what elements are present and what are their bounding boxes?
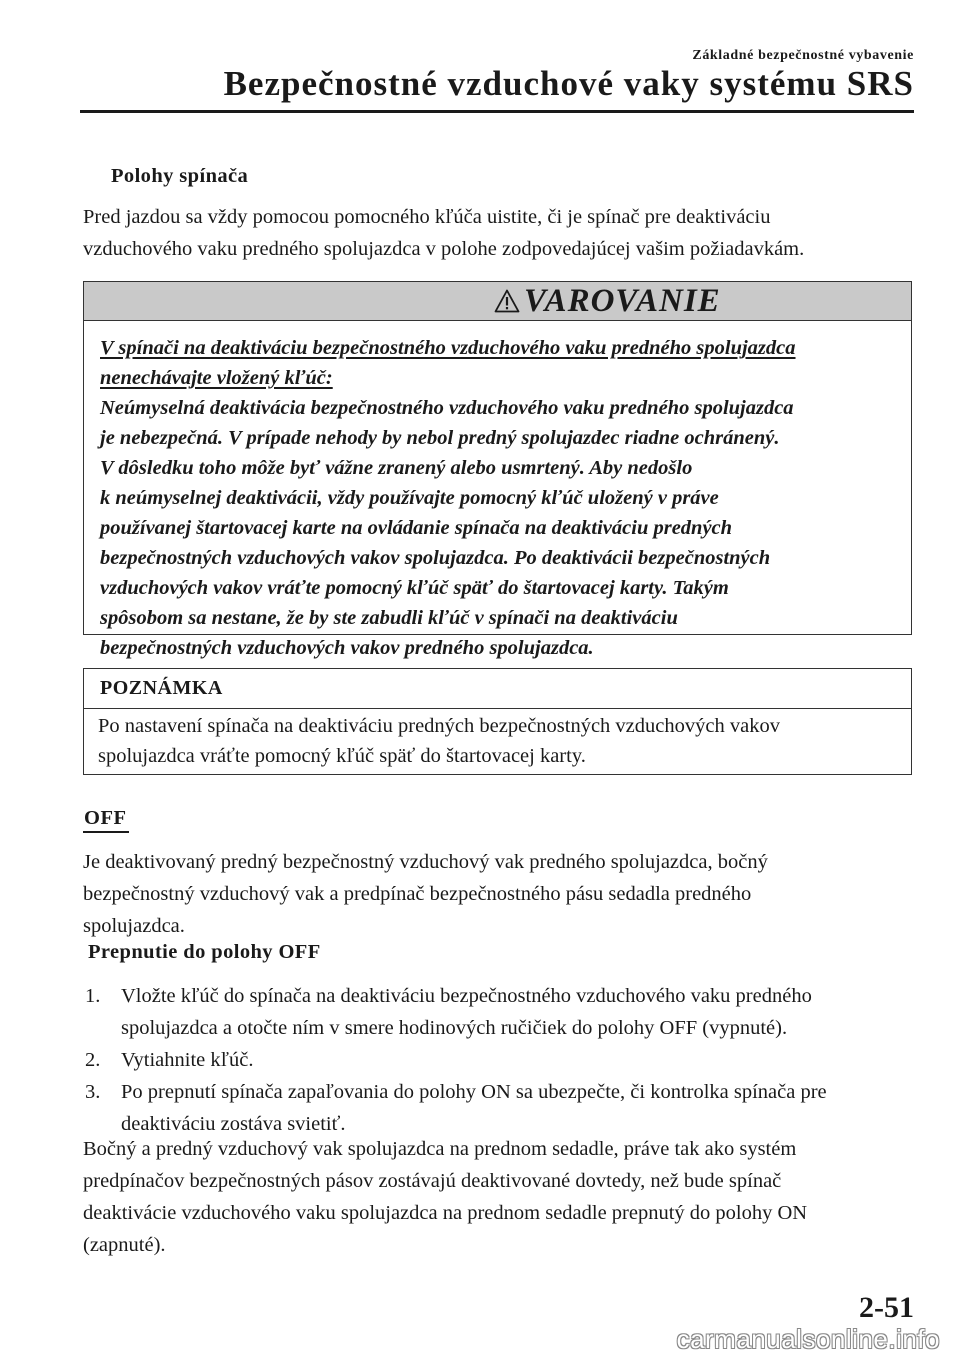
warning-heading-line: V spínači na deaktiváciu bezpečnostného vzduchového vaku predného spolujazdca bbox=[100, 337, 796, 359]
page-number: 2-51 bbox=[859, 1291, 914, 1324]
closing-line: (zapnuté). bbox=[83, 1234, 166, 1256]
warning-heading-line: nenechávajte vložený kľúč: bbox=[100, 367, 333, 389]
list-item bbox=[85, 980, 905, 1044]
step-number: 2. bbox=[85, 1049, 101, 1071]
warning-text-line: Neúmyselná deaktivácia bezpečnostného vzduchového vaku predného spolujazdca bbox=[100, 397, 794, 419]
warning-triangle-icon bbox=[494, 289, 520, 313]
intro-paragraph bbox=[83, 201, 804, 265]
warning-body bbox=[100, 333, 905, 663]
off-description-line: bezpečnostný vzduchový vak a predpínač bezpečnostného pásu sedadla predného bbox=[83, 883, 752, 905]
warning-title: VAROVANIE bbox=[524, 283, 721, 319]
watermark: carmanualsonline.info bbox=[676, 1324, 940, 1354]
list-item bbox=[85, 1044, 905, 1076]
closing-line: deaktivácie vzduchového vaku spolujazdca na prednom sedadle prepnutý do polohy ON bbox=[83, 1202, 808, 1224]
off-heading: OFF bbox=[84, 807, 127, 829]
step-number: 1. bbox=[85, 985, 101, 1007]
warning-header bbox=[84, 282, 911, 321]
off-description-line: spolujazdca. bbox=[83, 915, 185, 937]
intro-line: vzduchového vaku predného spolujazdca v polohe zodpovedajúcej vašim požiadavkám. bbox=[83, 238, 805, 260]
warning-text-line: je nebezpečná. V prípade nehody by nebol predný spolujazdec riadne ochránený. bbox=[100, 427, 780, 449]
off-description bbox=[83, 846, 768, 942]
note-title: POZNÁMKA bbox=[100, 677, 223, 699]
closing-line: predpínačov bezpečnostných pásov zostávajú deaktivované dovtedy, než bude spínač bbox=[83, 1170, 782, 1192]
section-label: Základné bezpečnostné vybavenie bbox=[692, 48, 914, 63]
off-description-line: Je deaktivovaný predný bezpečnostný vzduchový vak predného spolujazdca, bočný bbox=[83, 851, 768, 873]
step-text: Vložte kľúč do spínača na deaktiváciu bezpečnostného vzduchového vaku predného bbox=[121, 985, 812, 1007]
step-text: Po prepnutí spínača zapaľovania do polohy ON sa ubezpečte, či kontrolka spínača pre bbox=[121, 1081, 827, 1103]
intro-line: Pred jazdou sa vždy pomocou pomocného kľúča uistite, či je spínač pre deaktiváciu bbox=[83, 206, 771, 228]
note-header bbox=[84, 669, 911, 709]
step-text: spolujazdca a otočte ním v smere hodinových ručičiek do polohy OFF (vypnuté). bbox=[121, 1017, 788, 1039]
off-steps-list bbox=[85, 980, 905, 1140]
off-heading-underline bbox=[83, 831, 129, 833]
header-divider bbox=[80, 110, 914, 113]
note-line: Po nastavení spínača na deaktiváciu predných bezpečnostných vzduchových vakov bbox=[98, 715, 780, 737]
note-line: spolujazdca vráťte pomocný kľúč späť do štartovacej karty. bbox=[98, 745, 586, 767]
switch-to-off-subheading: Prepnutie do polohy OFF bbox=[88, 941, 321, 963]
warning-box bbox=[83, 281, 912, 659]
step-text: Vytiahnite kľúč. bbox=[121, 1049, 254, 1071]
closing-line: Bočný a predný vzduchový vak spolujazdca na prednom sedadle, práve tak ako systém bbox=[83, 1138, 797, 1160]
warning-text-line: spôsobom sa nestane, že by ste zabudli kľúč v spínači na deaktiváciu bbox=[100, 607, 678, 629]
list-item bbox=[85, 1076, 905, 1140]
warning-text-line: používanej štartovacej karte na ovládanie spínača na deaktiváciu predných bbox=[100, 517, 733, 539]
page-title: Bezpečnostné vzduchové vaky systému SRS bbox=[223, 64, 914, 103]
note-box bbox=[83, 668, 912, 775]
note-body bbox=[98, 711, 898, 771]
warning-text-line: V dôsledku toho môže byť vážne zranený alebo usmrtený. Aby nedošlo bbox=[100, 457, 693, 479]
warning-text-line: bezpečnostných vzduchových vakov predného spolujazdca. bbox=[100, 637, 594, 659]
step-number: 3. bbox=[85, 1081, 101, 1103]
warning-text-line: bezpečnostných vzduchových vakov spolujazdca. Po deaktivácii bezpečnostných bbox=[100, 547, 771, 569]
switch-positions-heading: Polohy spínača bbox=[111, 165, 249, 187]
warning-text-line: k neúmyselnej deaktivácii, vždy používajte pomocný kľúč uložený v práve bbox=[100, 487, 719, 509]
warning-text-line: vzduchových vakov vráťte pomocný kľúč späť do štartovacej karty. Takým bbox=[100, 577, 729, 599]
closing-paragraph bbox=[83, 1133, 807, 1261]
step-text: deaktiváciu zostáva svietiť. bbox=[121, 1113, 346, 1135]
